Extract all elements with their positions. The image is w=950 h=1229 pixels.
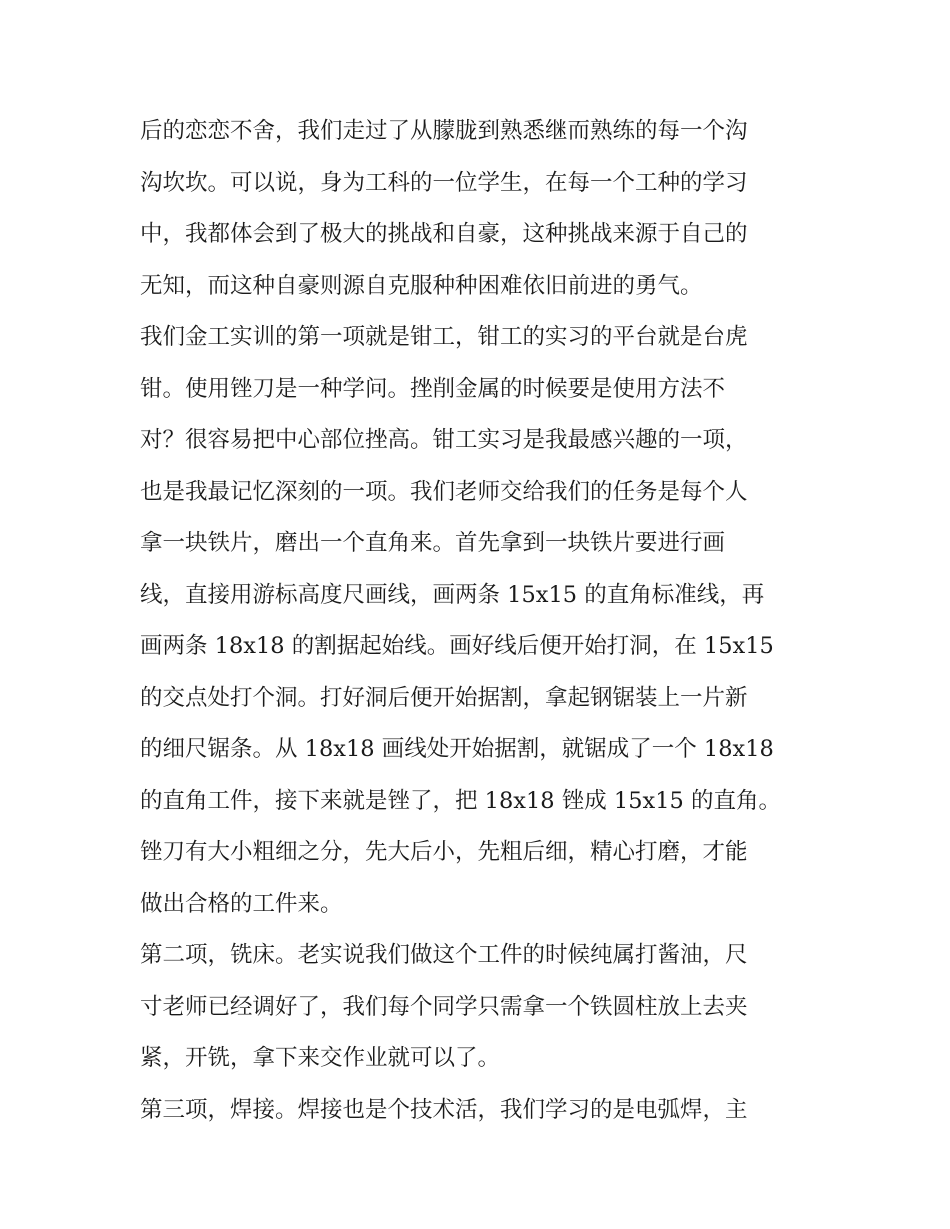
text-line: 无知，而这种自豪则源自克服种种困难依旧前进的勇气。 [140, 272, 703, 299]
text-line: 锉刀有大小粗细之分，先大后小，先粗后细，精心打磨，才能 [140, 839, 748, 865]
text-line: 的细尺锯条。从 18x18 画线处开始据割，就锯成了一个 18x18 [140, 736, 774, 762]
text-line: 的直角工件，接下来就是锉了，把 18x18 锉成 15x15 的直角。 [140, 787, 782, 814]
text-line: 线，直接用游标高度尺画线，画两条 15x15 的直角标准线，再 [140, 581, 765, 608]
text-line: 我们金工实训的第一项就是钳工，钳工的实习的平台就是台虎 [140, 324, 748, 350]
text-line: 第二项，铣床。老实说我们做这个工件的时候纯属打酱油，尺 [140, 942, 748, 968]
text-line: 后的恋恋不舍，我们走过了从朦胧到熟悉继而熟练的每一个沟 [140, 118, 748, 144]
text-line: 做出合格的工件来。 [140, 890, 343, 917]
text-line: 画两条 18x18 的割据起始线。画好线后便开始打洞，在 15x15 [140, 633, 774, 659]
text-line: 钳。使用锉刀是一种学问。挫削金属的时候要是使用方法不 [140, 375, 726, 402]
text-line: 寸老师已经调好了，我们每个同学只需拿一个铁圆柱放上去夹 [140, 993, 748, 1020]
text-line: 中，我都体会到了极大的挑战和自豪，这种挑战来源于自己的 [140, 221, 748, 247]
text-line: 拿一块铁片，磨出一个直角来。首先拿到一块铁片要进行画 [140, 530, 726, 556]
text-line: 沟坎坎。可以说，身为工科的一位学生，在每一个工种的学习 [140, 169, 748, 196]
text-line: 第三项，焊接。焊接也是个技术活，我们学习的是电弧焊，主 [140, 1096, 748, 1123]
text-line: 紧，开铣，拿下来交作业就可以了。 [140, 1045, 501, 1071]
text-line: 对？很容易把中心部位挫高。钳工实习是我最感兴趣的一项， [140, 427, 748, 453]
text-line: 也是我最记忆深刻的一项。我们老师交给我们的任务是每个人 [140, 478, 748, 505]
document-body [140, 106, 820, 1136]
text-line: 的交点处打个洞。打好洞后便开始据割，拿起钢锯装上一片新 [140, 684, 748, 711]
